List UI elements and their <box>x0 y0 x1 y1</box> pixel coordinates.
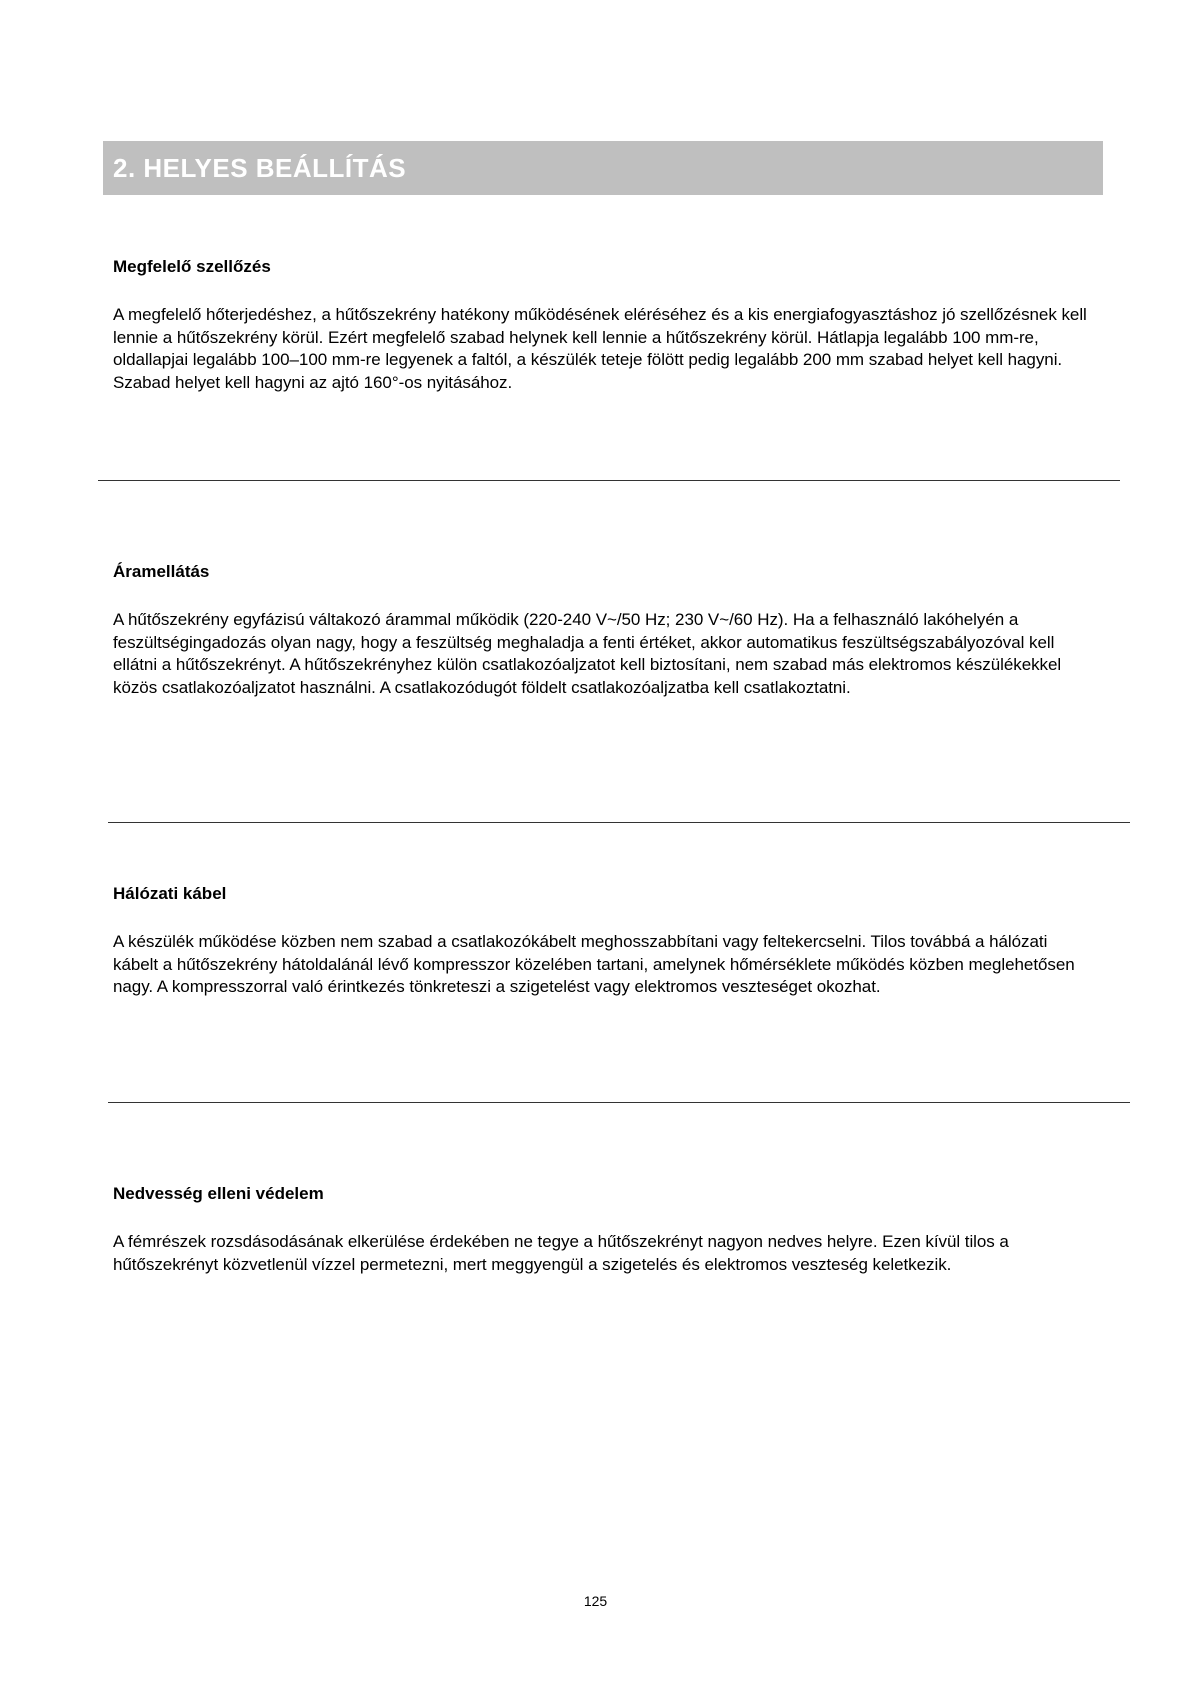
section-heading: Áramellátás <box>113 562 210 581</box>
section-moisture-protection <box>113 1183 1088 1276</box>
page-number: 125 <box>583 1593 608 1609</box>
section-heading: Nedvesség elleni védelem <box>113 1184 324 1203</box>
section-body: A fémrészek rozsdásodásának elkerülése érdekében ne tegye a hűtőszekrényt nagyon nedves helyre. Ezen kívül tilos a hűtőszekrényt közvetlenül vízzel permetezni, mert meggyengül a szigetelés és elektromos veszteség keletkezik. <box>113 1232 1009 1274</box>
section-power-cable <box>113 883 1088 999</box>
section-heading: Megfelelő szellőzés <box>113 257 271 276</box>
chapter-title: 2. HELYES BEÁLLÍTÁS <box>113 153 407 183</box>
section-body: A megfelelő hőterjedéshez, a hűtőszekrény hatékony működésének eléréséhez és a kis energiafogyasztáshoz jó szellőzésnek kell lennie a hűtőszekrény körül. Ezért megfelelő szabad helynek kell lennie a hűtőszekrény körül. Hátlapja legalább 100 mm-re, oldallapjai legalább 100–100 mm-re legyenek a faltól, a készülék teteje fölött pedig legalább 200 mm szabad helyet kell hagyni. Szabad helyet kell hagyni az ajtó 160°-os nyitásához. <box>113 305 1087 392</box>
chapter-banner <box>103 141 1103 195</box>
section-body: A hűtőszekrény egyfázisú váltakozó árammal működik (220-240 V~/50 Hz; 230 V~/60 Hz). Ha a felhasználó lakóhelyén a feszültségingadozás olyan nagy, hogy a feszültség meghaladja a fenti értéket, akkor automatikus feszültségszabályozóval kell ellátni a hűtőszekrényt. A hűtőszekrényhez külön csatlakozóaljzatot kell biztosítani, nem szabad más elektromos készülékekkel közös csatlakozóaljzatot használni. A csatlakozódugót földelt csatlakozóaljzatba kell csatlakoztatni. <box>113 610 1062 697</box>
section-power-supply <box>113 561 1088 699</box>
section-ventilation <box>113 256 1088 394</box>
section-body: A készülék működése közben nem szabad a csatlakozókábelt meghosszabbítani vagy feltekercselni. Tilos továbbá a hálózati kábelt a hűtőszekrény hátoldalánál lévő kompresszor közelében tartani, amelynek hőmérséklete működés közben meglehetősen nagy. A kompresszorral való érintkezés tönkreteszi a szigetelést vagy elektromos veszteséget okozhat. <box>113 932 1075 997</box>
section-heading: Hálózati kábel <box>113 884 227 903</box>
section-divider <box>98 480 1120 481</box>
section-divider <box>108 822 1130 823</box>
section-divider <box>108 1102 1130 1103</box>
